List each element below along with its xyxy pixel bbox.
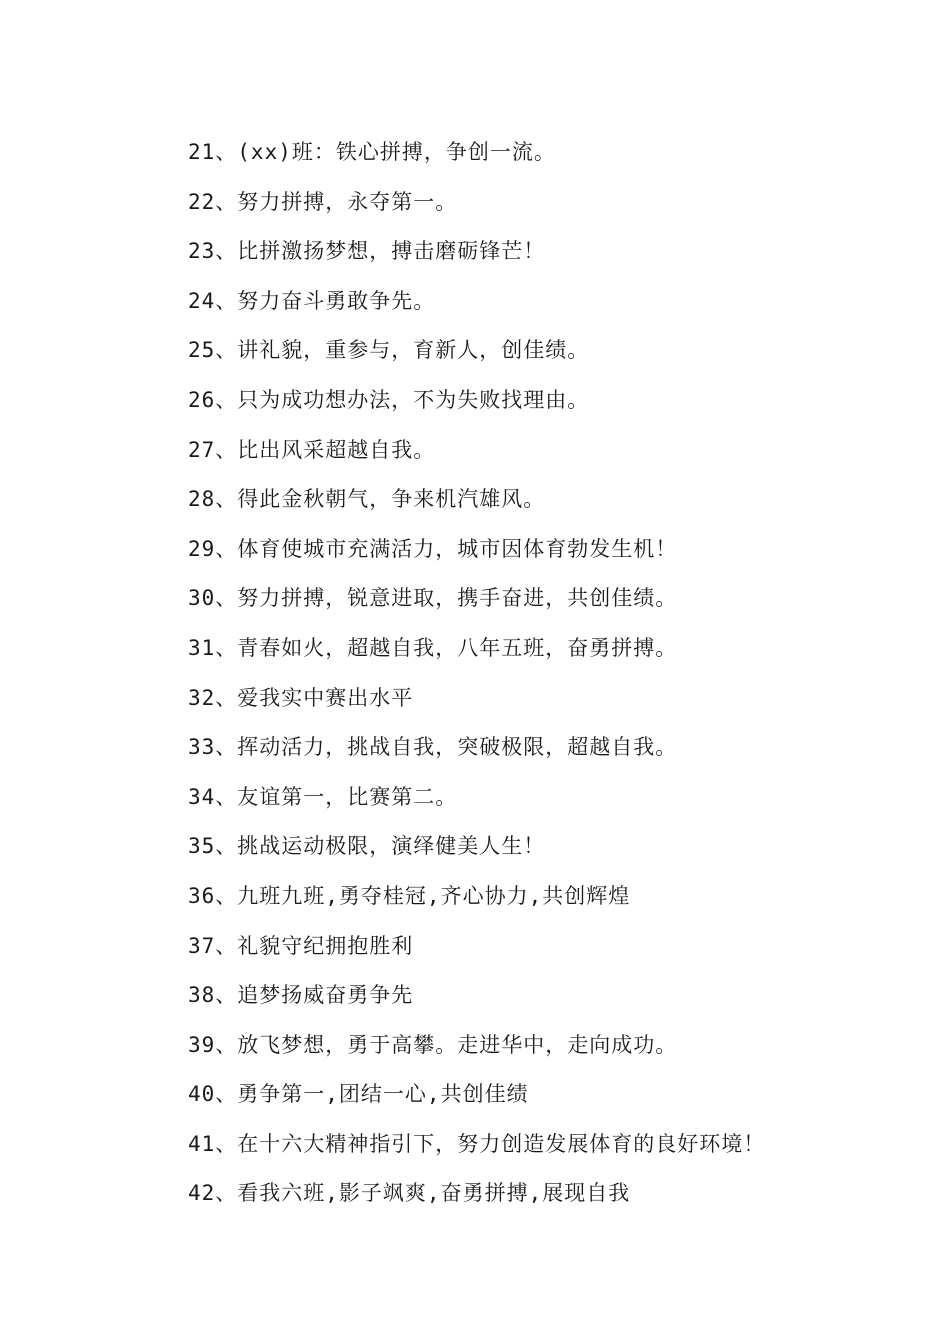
list-item: 34、友谊第一，比赛第二。 — [188, 784, 458, 809]
list-item: 27、比出风采超越自我。 — [188, 437, 436, 462]
list-item: 33、挥动活力，挑战自我，突破极限，超越自我。 — [188, 735, 678, 760]
list-item: 25、讲礼貌，重参与，育新人，创佳绩。 — [188, 338, 590, 363]
list-item: 31、青春如火，超越自我，八年五班，奋勇拼搏。 — [188, 635, 678, 660]
list-item: 42、看我六班,影子飒爽,奋勇拼搏,展现自我 — [188, 1181, 631, 1206]
list-item: 24、努力奋斗勇敢争先。 — [188, 288, 436, 313]
list-item: 39、放飞梦想，勇于高攀。走进华中，走向成功。 — [188, 1032, 678, 1057]
list-item: 29、体育使城市充满活力，城市因体育勃发生机！ — [188, 536, 678, 561]
list-item: 41、在十六大精神指引下，努力创造发展体育的良好环境！ — [188, 1131, 766, 1156]
list-item: 26、只为成功想办法，不为失败找理由。 — [188, 387, 590, 412]
list-item: 35、挑战运动极限，演绎健美人生！ — [188, 834, 546, 859]
list-item: 38、追梦扬威奋勇争先 — [188, 983, 414, 1008]
list-item: 37、礼貌守纪拥抱胜利 — [188, 933, 414, 958]
slogan-list — [188, 136, 888, 1227]
list-item: 21、(xx)班：铁心拼搏，争创一流。 — [188, 140, 556, 164]
list-item: 32、爱我实中赛出水平 — [188, 685, 414, 710]
list-item: 28、得此金秋朝气，争来机汽雄风。 — [188, 487, 546, 512]
list-item: 40、勇争第一,团结一心,共创佳绩 — [188, 1082, 529, 1107]
list-item: 23、比拼激扬梦想，搏击磨砺锋芒！ — [188, 239, 546, 264]
list-item: 36、九班九班,勇夺桂冠,齐心协力,共创辉煌 — [188, 883, 631, 908]
list-item: 30、努力拼搏，锐意进取，携手奋进，共创佳绩。 — [188, 586, 678, 611]
list-item: 22、努力拼搏，永夺第一。 — [188, 189, 458, 214]
